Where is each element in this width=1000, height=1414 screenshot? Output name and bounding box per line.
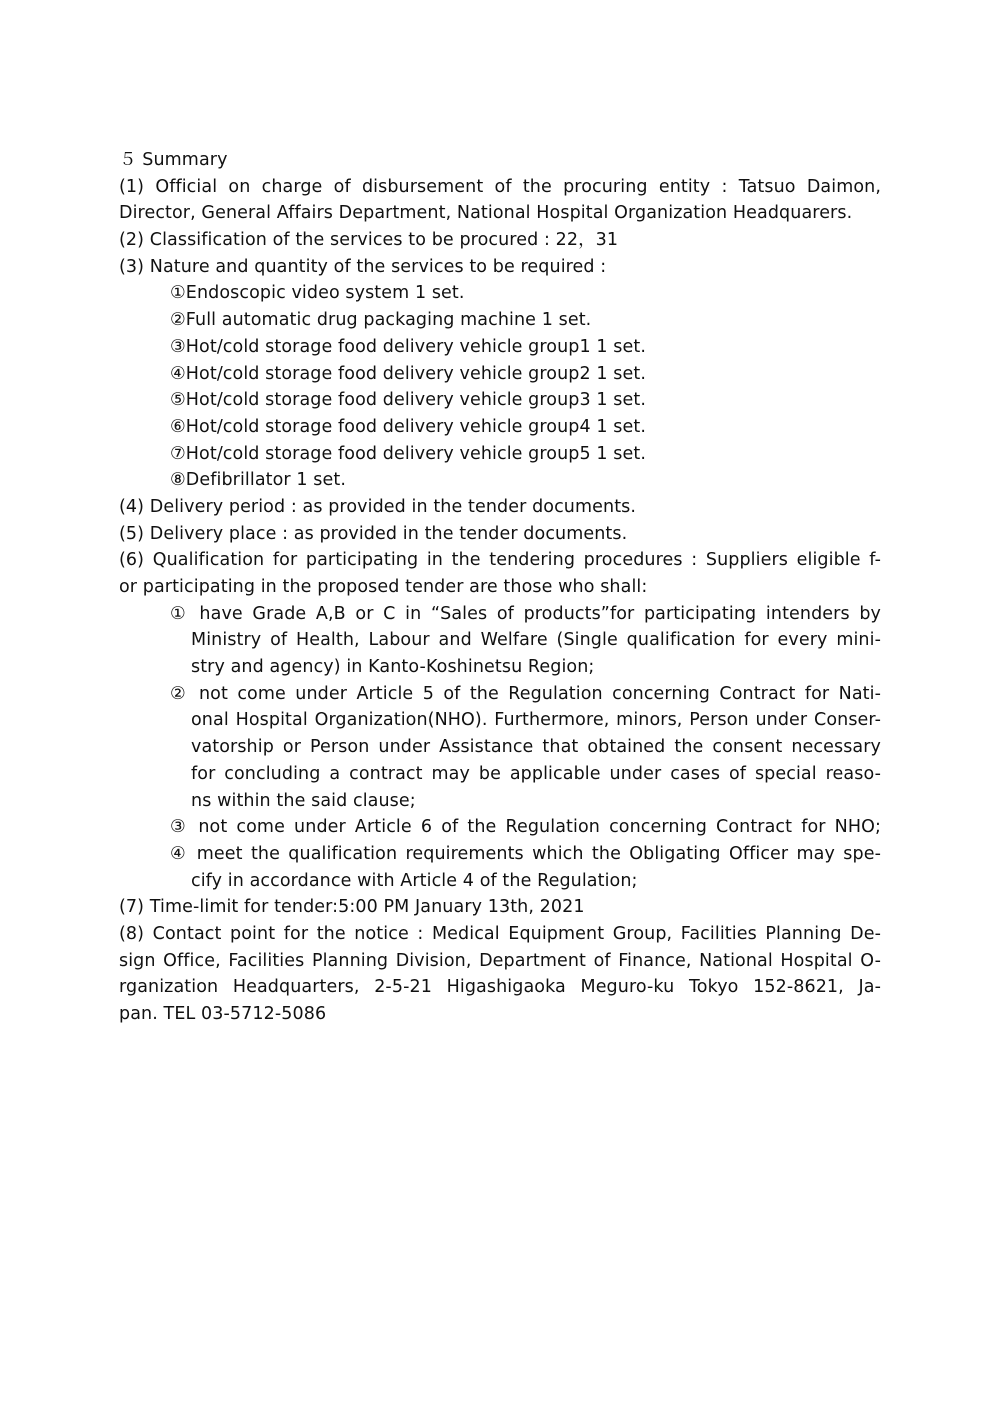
text-line: ⑥Hot/cold storage food delivery vehicle group4 1 set.	[170, 416, 647, 437]
text-line: (6) Qualification for participating in the tendering procedures : Suppliers eligible f-	[119, 550, 881, 571]
text-line: ns within the said clause;	[191, 790, 416, 811]
text-line: ③ not come under Article 6 of the Regulation concerning Contract for NHO;	[170, 817, 881, 838]
text-line: ⑦Hot/cold storage food delivery vehicle group5 1 set.	[170, 443, 647, 464]
text-line: pan. TEL 03-5712-5086	[119, 1004, 327, 1024]
text-line: (1) Official on charge of disbursement of the procuring entity : Tatsuo Daimon,	[119, 176, 881, 197]
text-line: sign Office, Facilities Planning Division, Department of Finance, National Hospital O-	[119, 950, 881, 971]
text-line: or participating in the proposed tender are those who shall:	[119, 577, 648, 597]
text-line: Ministry of Health, Labour and Welfare (Single qualification for every mini-	[191, 630, 881, 651]
text-line: (2) Classification of the services to be procured : 22，31	[119, 230, 619, 251]
text-line: Director, General Affairs Department, National Hospital Organization Headquarers.	[119, 203, 853, 224]
text-line: rganization Headquarters, 2-5-21 Higashigaoka Meguro-ku Tokyo 152-8621, Ja-	[119, 977, 881, 998]
text-line: (8) Contact point for the notice : Medical Equipment Group, Facilities Planning De-	[119, 923, 881, 944]
text-line: vatorship or Person under Assistance that obtained the consent necessary	[191, 737, 881, 758]
section-heading: ５ Summary	[119, 150, 228, 170]
text-line: ④Hot/cold storage food delivery vehicle group2 1 set.	[170, 363, 647, 384]
text-line: stry and agency) in Kanto-Koshinetsu Region;	[191, 657, 595, 678]
text-line: for concluding a contract may be applicable under cases of special reaso-	[191, 763, 881, 784]
text-line: ⑧Defibrillator 1 set.	[170, 470, 346, 491]
document-body	[119, 147, 881, 1028]
text-line: (4) Delivery period : as provided in the tender documents.	[119, 496, 637, 517]
text-line: ②Full automatic drug packaging machine 1 set.	[170, 310, 592, 331]
text-line: cify in accordance with Article 4 of the Regulation;	[191, 870, 638, 891]
text-line: (7) Time-limit for tender:5:00 PM January 13th, 2021	[119, 897, 585, 918]
text-line: ④ meet the qualification requirements which the Obligating Officer may spe-	[170, 843, 881, 864]
text-line: ⑤Hot/cold storage food delivery vehicle group3 1 set.	[170, 390, 647, 411]
text-line: ② not come under Article 5 of the Regulation concerning Contract for Nati-	[170, 683, 881, 704]
text-line: ③Hot/cold storage food delivery vehicle group1 1 set.	[170, 336, 647, 357]
text-line: ①Endoscopic video system 1 set.	[170, 283, 465, 304]
text-line: (5) Delivery place : as provided in the tender documents.	[119, 523, 628, 544]
text-line: onal Hospital Organization(NHO). Furthermore, minors, Person under Conser-	[191, 710, 881, 731]
text-line: (3) Nature and quantity of the services to be required :	[119, 256, 607, 277]
text-line: ① have Grade A,B or C in “Sales of products”for participating intenders by	[170, 603, 881, 624]
